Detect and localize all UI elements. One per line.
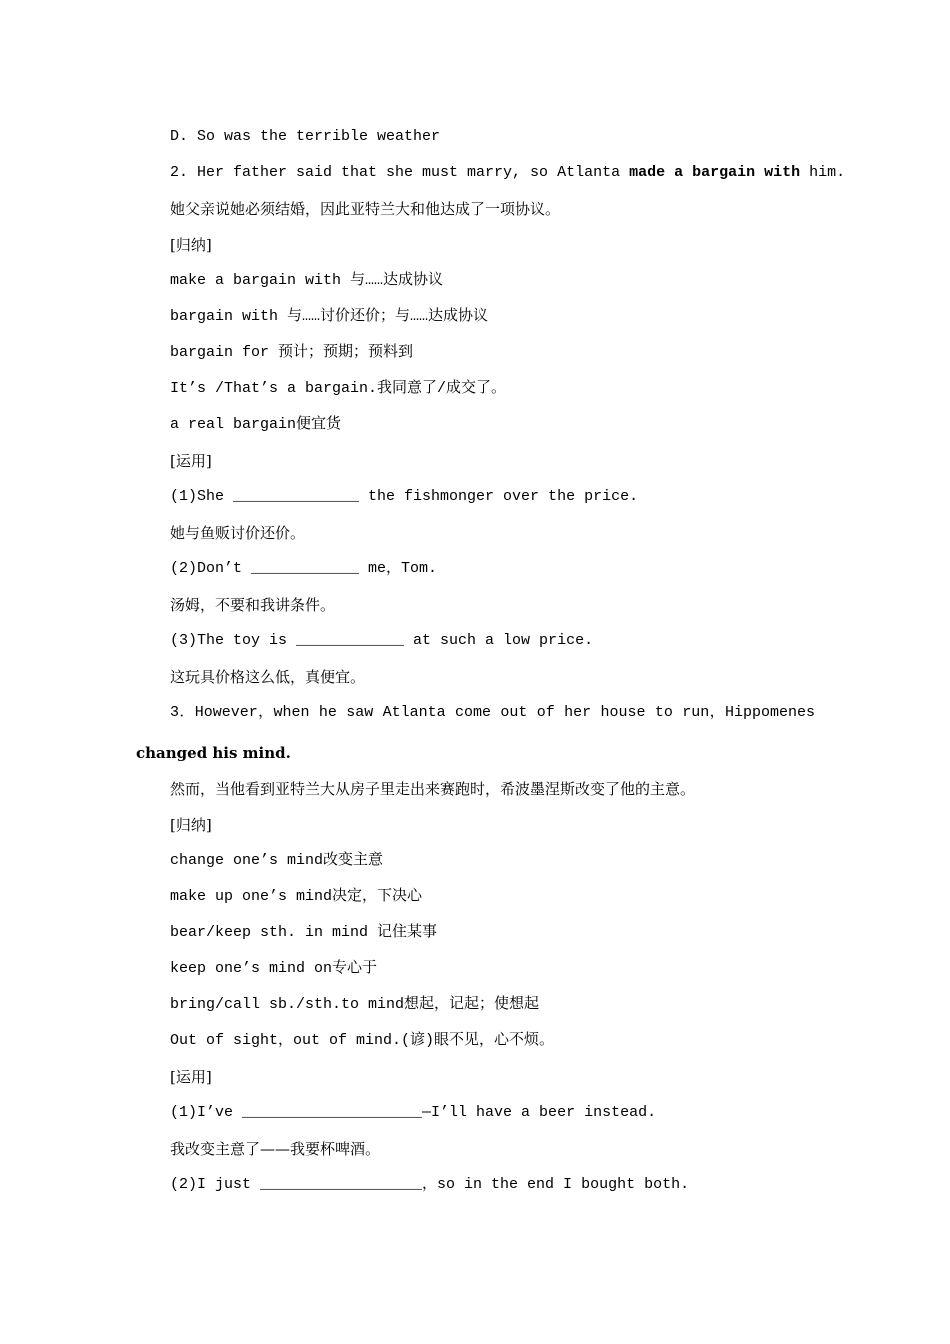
exercise-line: (1)She ______________ the fishmonger over the price. bbox=[170, 488, 639, 505]
exercise-line: (1)I’ve ____________________—I’ll have a beer instead. bbox=[170, 1104, 657, 1121]
section-label-summary: [归纳] bbox=[170, 236, 212, 254]
phrase-line: Out of sight，out of mind.(谚)眼不见，心不烦。 bbox=[170, 1032, 555, 1049]
section-label-practice: [运用] bbox=[170, 1068, 212, 1086]
phrase-line: change one’s mind改变主意 bbox=[170, 852, 384, 869]
section-label-summary: [归纳] bbox=[170, 816, 212, 834]
item-2-sentence bbox=[170, 163, 845, 183]
translation: 她与鱼贩讨价还价。 bbox=[170, 524, 306, 542]
phrase-line: keep one’s mind on专心于 bbox=[170, 960, 378, 977]
exercise-line: (3)The toy is ____________ at such a low price. bbox=[170, 632, 594, 649]
phrase-line: make up one’s mind决定，下决心 bbox=[170, 888, 423, 905]
phrase-line: bargain for 预计；预期；预料到 bbox=[170, 344, 414, 361]
translation: 她父亲说她必须结婚，因此亚特兰大和他达成了一项协议。 bbox=[170, 200, 561, 218]
section-label-practice: [运用] bbox=[170, 452, 212, 470]
translation: 然而，当他看到亚特兰大从房子里走出来赛跑时，希波墨涅斯改变了他的主意。 bbox=[170, 780, 696, 798]
sentence-text: 2. Her father said that she must marry, so Atlanta bbox=[170, 164, 630, 181]
exercise-line: (2)Don’t ____________ me，Tom. bbox=[170, 560, 438, 577]
phrase-line: a real bargain便宜货 bbox=[170, 416, 342, 433]
key-phrase: changed his mind. bbox=[136, 744, 291, 762]
translation: 我改变主意了——我要杯啤酒。 bbox=[170, 1140, 381, 1158]
option-d: D. So was the terrible weather bbox=[170, 128, 441, 145]
sentence-text: him. bbox=[800, 164, 846, 181]
phrase-line: make a bargain with 与……达成协议 bbox=[170, 272, 444, 289]
translation: 这玩具价格这么低，真便宜。 bbox=[170, 668, 366, 686]
phrase-line: bargain with 与……讨价还价；与……达成协议 bbox=[170, 308, 489, 325]
key-phrase: made a bargain with bbox=[629, 164, 801, 181]
item-3-sentence: 3．However，when he saw Atlanta come out of her house to run，Hippomenes bbox=[170, 704, 815, 721]
exercise-line: (2)I just __________________，so in the end I bought both. bbox=[170, 1176, 690, 1193]
phrase-line: bring/call sb./sth.to mind想起，记起；使想起 bbox=[170, 996, 540, 1013]
phrase-line: It’s /That’s a bargain.我同意了/成交了。 bbox=[170, 380, 507, 397]
translation: 汤姆，不要和我讲条件。 bbox=[170, 596, 336, 614]
phrase-line: bear/keep sth. in mind 记住某事 bbox=[170, 924, 438, 941]
